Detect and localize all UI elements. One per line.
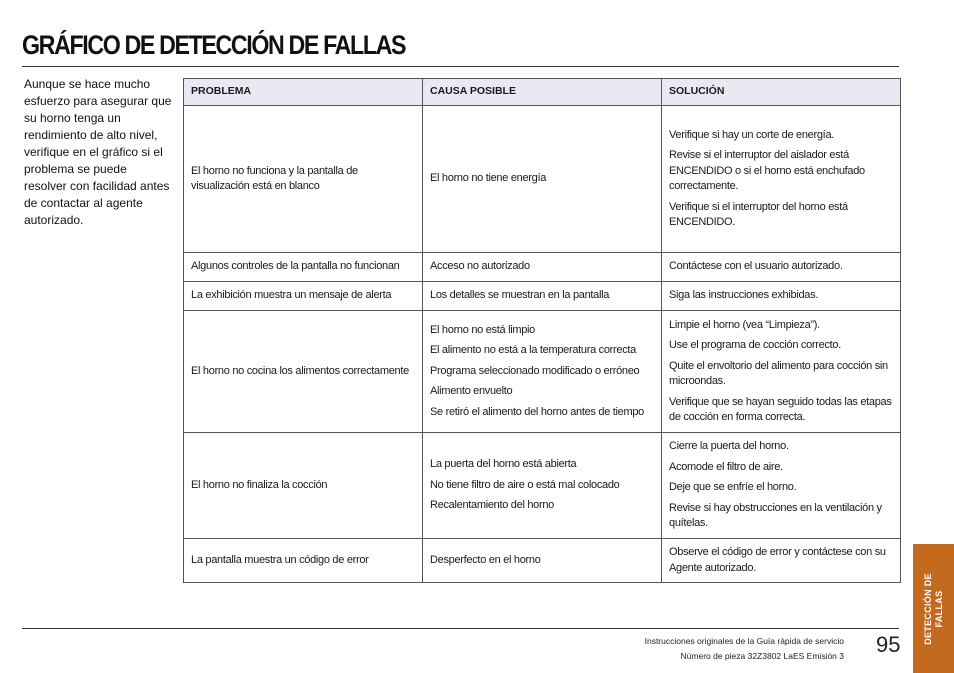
title-divider (22, 66, 899, 67)
solution-item: Siga las instrucciones exhibidas. (669, 289, 819, 302)
side-tab-line-1: DETECCIÓN DE (922, 572, 933, 645)
problem-cell: El horno no finaliza la cocción (184, 433, 423, 539)
problem-cell: La pantalla muestra un código de error (184, 539, 423, 583)
solution-item: Verifique si el interruptor del horno está ENCENDIDO. (669, 200, 848, 228)
cause-cell (423, 433, 662, 539)
solution-cell (662, 433, 901, 539)
solution-item: Contáctese con el usuario autorizado. (669, 260, 843, 273)
solution-item: Observe el código de error y contáctese con su Agente autorizado. (669, 546, 886, 574)
cause-item: La puerta del horno está abierta (430, 458, 577, 471)
solution-item: Verifique que se hayan seguido todas las etapas de cocción en forma correcta. (669, 395, 892, 423)
cause-item: Alimento envuelto (430, 385, 513, 398)
footer-text (645, 634, 844, 664)
header-cause: CAUSA POSIBLE (423, 79, 662, 106)
solution-item: Revise si hay obstrucciones en la ventilación y quítelas. (669, 501, 882, 530)
solution-cell (662, 282, 901, 311)
problem-cell: La exhibición muestra un mensaje de alerta (184, 282, 423, 311)
cause-item: Acceso no autorizado (430, 260, 530, 273)
solution-item: Revise si el interruptor del aislador está ENCENDIDO o si el horno está enchufado correctamente. (669, 149, 865, 192)
header-problem: PROBLEMA (184, 79, 423, 106)
cause-cell (423, 539, 662, 583)
solution-cell (662, 106, 901, 253)
solution-item: Acomode el filtro de aire. (669, 460, 783, 473)
cause-item: No tiene filtro de aire o está mal colocado (430, 478, 620, 491)
table-row (184, 433, 901, 539)
troubleshooting-table (183, 78, 901, 583)
section-side-tab (913, 544, 954, 673)
page-title: GRÁFICO DE DETECCIÓN DE FALLAS (22, 30, 406, 60)
cause-item: El alimento no está a la temperatura correcta (430, 344, 637, 357)
table-row (184, 106, 901, 253)
table-row (184, 253, 901, 282)
solution-item: Deje que se enfríe el horno. (669, 481, 797, 494)
cause-item: Recalentamiento del horno (430, 499, 554, 512)
solution-item: Quite el envoltorio del alimento para cocción sin microondas. (669, 359, 888, 387)
cause-cell (423, 311, 662, 433)
cause-item: Desperfecto en el horno (430, 553, 541, 566)
table-row (184, 311, 901, 433)
solution-cell (662, 539, 901, 583)
solution-cell (662, 253, 901, 282)
side-tab-label (923, 573, 945, 645)
table-row (184, 539, 901, 583)
cause-cell (423, 106, 662, 253)
intro-paragraph: Aunque se hace mucho esfuerzo para asegurar que su horno tenga un rendimiento de alto nivel, verifique en el gráfico si el problema se puede resolver con facilidad antes de contactar al agente autorizado. (24, 77, 172, 227)
problem-cell: Algunos controles de la pantalla no funcionan (184, 253, 423, 282)
cause-item: El horno no está limpio (430, 323, 535, 336)
solution-item: Cierre la puerta del horno. (669, 440, 789, 453)
cause-item: El horno no tiene energía (430, 172, 547, 185)
cause-cell (423, 282, 662, 311)
page-number: 95 (876, 632, 901, 657)
solution-cell (662, 311, 901, 433)
table-row (184, 282, 901, 311)
cause-item: Se retiró el alimento del horno antes de tiempo (430, 405, 644, 418)
problem-cell: El horno no cocina los alimentos correctamente (184, 311, 423, 433)
footer-divider (22, 628, 899, 629)
cause-item: Programa seleccionado modificado o erróneo (430, 364, 640, 377)
header-solution: SOLUCIÓN (662, 79, 901, 106)
solution-item: Use el programa de cocción correcto. (669, 339, 842, 351)
solution-item: Limpie el horno (vea “Limpieza”). (669, 318, 820, 331)
side-tab-line-2: FALLAS (933, 590, 944, 627)
solution-item: Verifique si hay un corte de energía. (669, 128, 835, 141)
cause-item: Los detalles se muestran en la pantalla (430, 289, 610, 302)
table-header-row (184, 79, 901, 106)
problem-cell: El horno no funciona y la pantalla de visualización está en blanco (184, 106, 423, 253)
cause-cell (423, 253, 662, 282)
footer-line-1: Instrucciones originales de la Guía rápida de servicio (644, 636, 844, 646)
footer-line-2: Número de pieza 32Z3802 LaES Emisión 3 (680, 651, 844, 661)
